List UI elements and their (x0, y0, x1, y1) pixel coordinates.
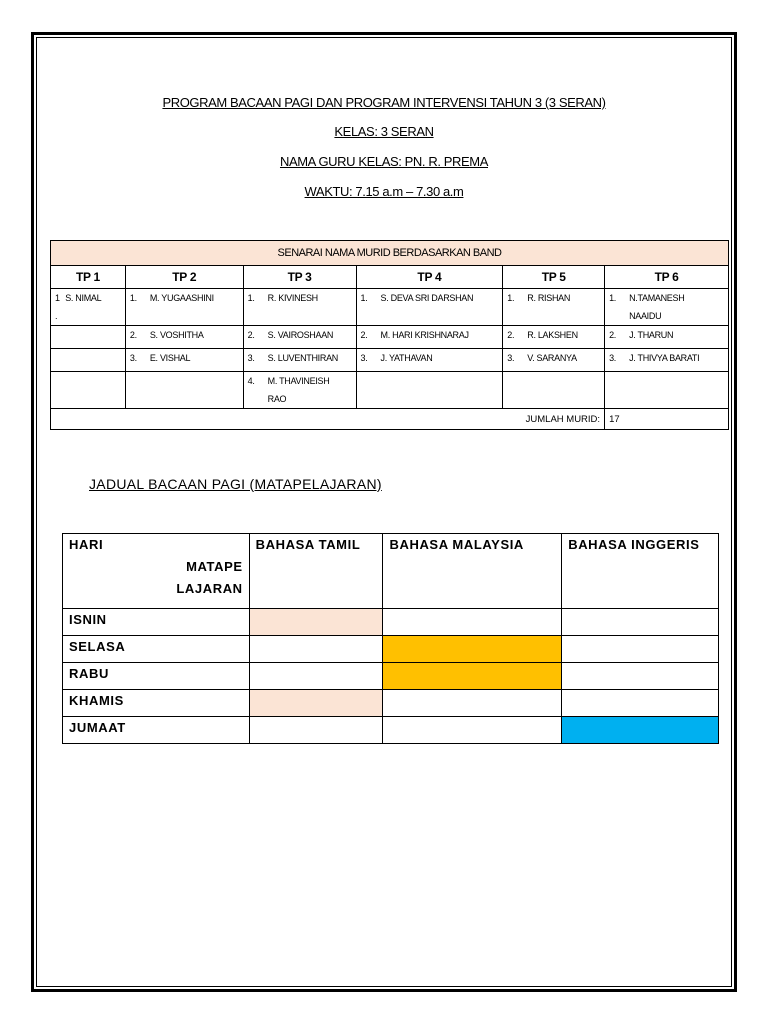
schedule-title: JADUAL BACAAN PAGI (MATAPELAJARAN) (89, 476, 382, 492)
student-name: S. VOSHITHA (149, 330, 204, 340)
student-name: V. SARANYA (527, 353, 577, 363)
student-number: 2. (507, 330, 515, 340)
student-name: R. KIVINESH (267, 293, 318, 303)
student-cell (356, 326, 503, 349)
schedule-table (62, 533, 719, 744)
student-cell (356, 372, 503, 409)
student-cell (51, 372, 126, 409)
day-label: RABU (63, 663, 250, 690)
corner-hari-label: HARI (69, 537, 104, 552)
table-row (51, 289, 729, 326)
column-header-tp3: TP 3 (243, 266, 356, 289)
schedule-cell-highlighted (249, 690, 383, 717)
student-number: 2. (360, 330, 368, 340)
student-number: 3. (609, 353, 616, 363)
table-row (51, 326, 729, 349)
schedule-row (63, 717, 719, 744)
student-number: 2. (247, 330, 255, 340)
student-cell (243, 372, 356, 409)
student-number: 1. (247, 293, 255, 303)
column-header-tp5: TP 5 (503, 266, 605, 289)
schedule-row (63, 636, 719, 663)
student-cell (605, 349, 729, 372)
student-cell (51, 289, 126, 326)
student-cell (503, 326, 605, 349)
schedule-cell-highlighted (562, 717, 719, 744)
student-cell (125, 289, 243, 326)
student-number: 1. (609, 293, 616, 303)
day-label: KHAMIS (63, 690, 250, 717)
day-label: ISNIN (63, 609, 250, 636)
student-name: S. VAIROSHAAN (267, 330, 334, 340)
column-header-tp1: TP 1 (51, 266, 126, 289)
schedule-cell (249, 636, 383, 663)
column-header-tp4: TP 4 (356, 266, 503, 289)
student-name: J. THARUN (629, 330, 674, 340)
student-name: M. HARI KRISHNARAJ (380, 330, 469, 340)
day-label: JUMAAT (63, 717, 250, 744)
student-name: S. LUVENTHIRAN (267, 353, 338, 363)
student-name: S. DEVA SRI DARSHAN (380, 293, 474, 303)
corner-subject-label-1: MATAPE (186, 559, 243, 574)
column-header-tp2: TP 2 (125, 266, 243, 289)
total-label: JUMLAH MURID: (51, 409, 605, 430)
student-number: 3. (129, 353, 137, 363)
table-row (51, 372, 729, 409)
student-cell (243, 326, 356, 349)
student-cell (356, 349, 503, 372)
student-cell (605, 326, 729, 349)
student-name: M. THAVINEISH RAO (267, 376, 330, 404)
student-extra: . (55, 311, 58, 321)
day-label: SELASA (63, 636, 250, 663)
student-cell (243, 349, 356, 372)
page-border-inner (36, 37, 732, 987)
column-header-tp6: TP 6 (605, 266, 729, 289)
band-table (50, 240, 729, 430)
schedule-cell (383, 717, 562, 744)
student-cell (503, 372, 605, 409)
schedule-row (63, 690, 719, 717)
student-name: R. RISHAN (527, 293, 571, 303)
subject-header-malaysia: BAHASA MALAYSIA (383, 534, 562, 609)
student-cell (243, 289, 356, 326)
student-number: 3. (507, 353, 515, 363)
student-number: 1. (129, 293, 137, 303)
time-heading: WAKTU: 7.15 a.m – 7.30 a.m (304, 184, 464, 199)
schedule-cell (383, 609, 562, 636)
schedule-row (63, 663, 719, 690)
student-cell (125, 372, 243, 409)
schedule-cell (562, 663, 719, 690)
schedule-cell (249, 717, 383, 744)
student-number: 1 (55, 293, 60, 303)
program-title: PROGRAM BACAAN PAGI DAN PROGRAM INTERVENSI TAHUN 3 (3 SERAN) (162, 95, 606, 110)
schedule-row (63, 609, 719, 636)
corner-subject-label-2: LAJARAN (176, 581, 243, 596)
student-name: J. YATHAVAN (380, 353, 433, 363)
student-cell (503, 289, 605, 326)
schedule-cell-highlighted (383, 636, 562, 663)
student-cell (51, 349, 126, 372)
band-table-title: SENARAI NAMA MURID BERDASARKAN BAND (51, 241, 729, 266)
student-name: E. VISHAL (149, 353, 191, 363)
schedule-cell (383, 690, 562, 717)
total-row (51, 409, 729, 430)
class-heading: KELAS: 3 SERAN (334, 124, 434, 139)
student-number: 4. (247, 376, 255, 386)
total-value: 17 (605, 409, 729, 430)
student-number: 3. (247, 353, 255, 363)
student-cell (605, 372, 729, 409)
student-number: 1. (507, 293, 515, 303)
table-row (51, 349, 729, 372)
schedule-cell (562, 609, 719, 636)
student-name: N.TAMANESH NAAIDU (629, 293, 685, 321)
schedule-cell-highlighted (249, 609, 383, 636)
subject-header-tamil: BAHASA TAMIL (249, 534, 383, 609)
student-name: M. YUGAASHINI (149, 293, 214, 303)
student-number: 2. (129, 330, 137, 340)
schedule-cell (562, 690, 719, 717)
student-name: J. THIVYA BARATI (629, 353, 700, 363)
schedule-cell-highlighted (383, 663, 562, 690)
corner-cell (63, 534, 250, 609)
subject-header-inggeris: BAHASA INGGERIS (562, 534, 719, 609)
student-cell (125, 326, 243, 349)
student-number: 3. (360, 353, 368, 363)
schedule-cell (562, 636, 719, 663)
student-cell (503, 349, 605, 372)
student-name: R. LAKSHEN (527, 330, 578, 340)
student-number: 2. (609, 330, 616, 340)
teacher-heading: NAMA GURU KELAS: PN. R. PREMA (279, 154, 488, 169)
student-number: 1. (360, 293, 368, 303)
student-cell (605, 289, 729, 326)
student-name: S. NIMAL (65, 293, 102, 303)
student-cell (125, 349, 243, 372)
schedule-cell (249, 663, 383, 690)
student-cell (356, 289, 503, 326)
student-cell (51, 326, 126, 349)
